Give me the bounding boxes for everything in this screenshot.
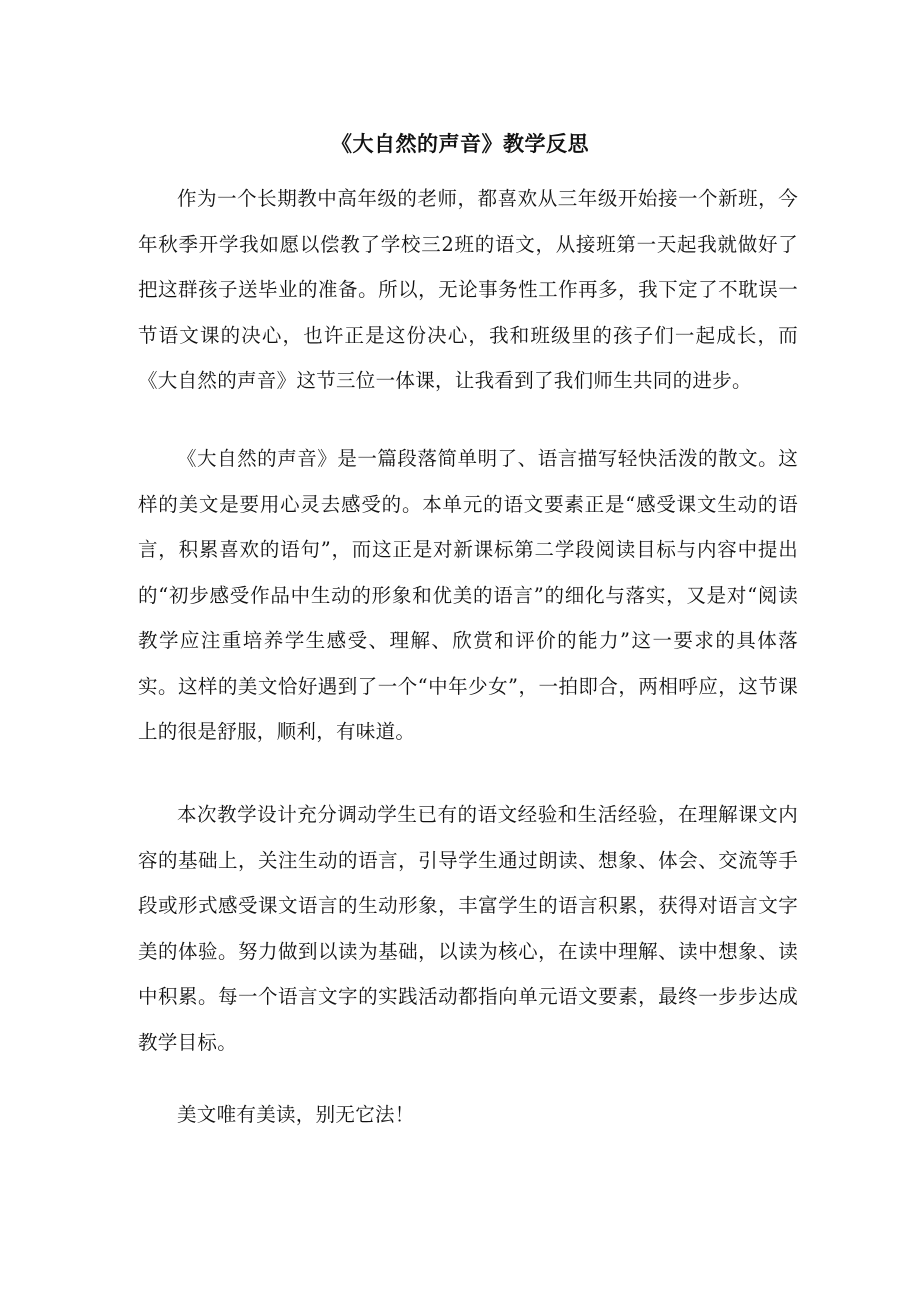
paragraph-1: 作为一个长期教中高年级的老师，都喜欢从三年级开始接一个新班，今年秋季开学我如愿以偿教了学校三2班的语文，从接班第一天起我就做好了把这群孩子送毕业的准备。所以，无论事务性工作再多，我下定了不耽误一节语文课的决心，也许正是这份决心，我和班级里的孩子们一起成长，而《大自然的声音》这节三位一体课，让我看到了我们师生共同的进步。: [138, 187, 798, 392]
paragraph-3: 本次教学设计充分调动学生已有的语文经验和生活经验，在理解课文内容的基础上，关注生动的语言，引导学生通过朗读、想象、体会、交流等手段或形式感受课文语言的生动形象，丰富学生的语言积累，获得对语言文字美的体验。努力做到以读为基础，以读为核心，在读中理解、读中想象、读中积累。每一个语言文字的实践活动都指向单元语文要素，最终一步步达成教学目标。: [138, 803, 798, 1054]
paragraph-2: 《大自然的声音》是一篇段落简单明了、语言描写轻快活泼的散文。这样的美文是要用心灵去感受的。本单元的语文要素正是“感受课文生动的语言，积累喜欢的语句”，而这正是对新课标第二学段阅读目标与内容中提出的“初步感受作品中生动的形象和优美的语言”的细化与落实，又是对“阅读教学应注重培养学生感受、理解、欣赏和评价的能力”这一要求的具体落实。这样的美文恰好遇到了一个“中年少女”，一拍即合，两相呼应，这节课上的很是舒服，顺利，有味道。: [138, 447, 798, 743]
paragraph-4: 美文唯有美读，别无它法！: [177, 1103, 415, 1126]
document-title: 《大自然的声音》教学反思: [331, 132, 589, 156]
